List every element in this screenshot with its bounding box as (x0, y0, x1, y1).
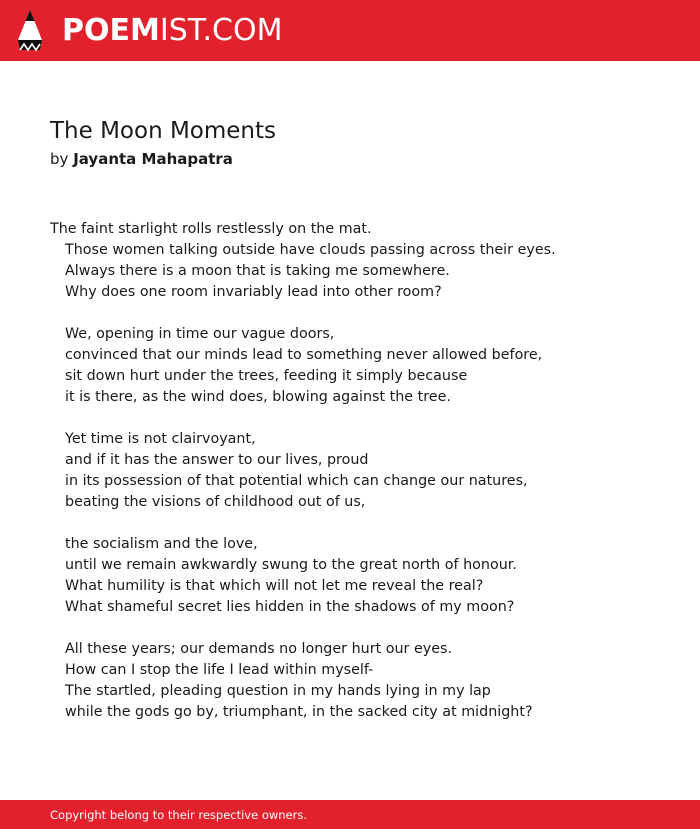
poem-line: We, opening in time our vague doors, (65, 326, 335, 342)
poem-line: The faint starlight rolls restlessly on the mat. (50, 221, 372, 237)
logo-text-bold: POEM (62, 13, 160, 48)
poem-line: until we remain awkwardly swung to the great north of honour. (65, 557, 517, 573)
logo-text-light: IST.COM (159, 13, 283, 48)
poem-line: sit down hurt under the trees, feeding it simply because (65, 368, 468, 384)
poem-title: The Moon Moments (50, 118, 277, 144)
copyright-notice: Copyright belong to their respective owners. (50, 808, 308, 822)
poem-line: it is there, as the wind does, blowing against the tree. (65, 389, 451, 405)
by-label: by (50, 150, 69, 168)
poem-line: What humility is that which will not let me reveal the real? (65, 578, 484, 594)
pencil-icon[interactable] (18, 10, 42, 52)
author-name[interactable]: Jayanta Mahapatra (73, 150, 233, 168)
poem-line: What shameful secret lies hidden in the shadows of my moon? (65, 599, 515, 615)
stanza-break (50, 618, 670, 639)
poem-line: All these years; our demands no longer hurt our eyes. (65, 641, 453, 657)
poem-byline (50, 149, 233, 169)
poem-line: Always there is a moon that is taking me somewhere. (65, 263, 450, 279)
poem-line: Those women talking outside have clouds passing across their eyes. (65, 242, 556, 258)
poem-line: in its possession of that potential which can change our natures, (65, 473, 528, 489)
poem-line: the socialism and the love, (65, 536, 258, 552)
poem-line: Why does one room invariably lead into other room? (65, 284, 442, 300)
poem-line: and if it has the answer to our lives, proud (65, 452, 369, 468)
poem-line: beating the visions of childhood out of us, (65, 494, 366, 510)
poem-line: convinced that our minds lead to something never allowed before, (65, 347, 543, 363)
site-logo[interactable] (62, 13, 282, 49)
poem-body (50, 219, 670, 723)
stanza-break (50, 303, 670, 324)
poem-line: The startled, pleading question in my hands lying in my lap (65, 683, 491, 699)
poem-line: How can I stop the life I lead within myself- (65, 662, 374, 678)
site-footer (0, 800, 700, 829)
site-header (0, 0, 700, 61)
stanza-break (50, 513, 670, 534)
stanza-break (50, 408, 670, 429)
poem-line: Yet time is not clairvoyant, (65, 431, 256, 447)
poem-line: while the gods go by, triumphant, in the sacked city at midnight? (65, 704, 533, 720)
